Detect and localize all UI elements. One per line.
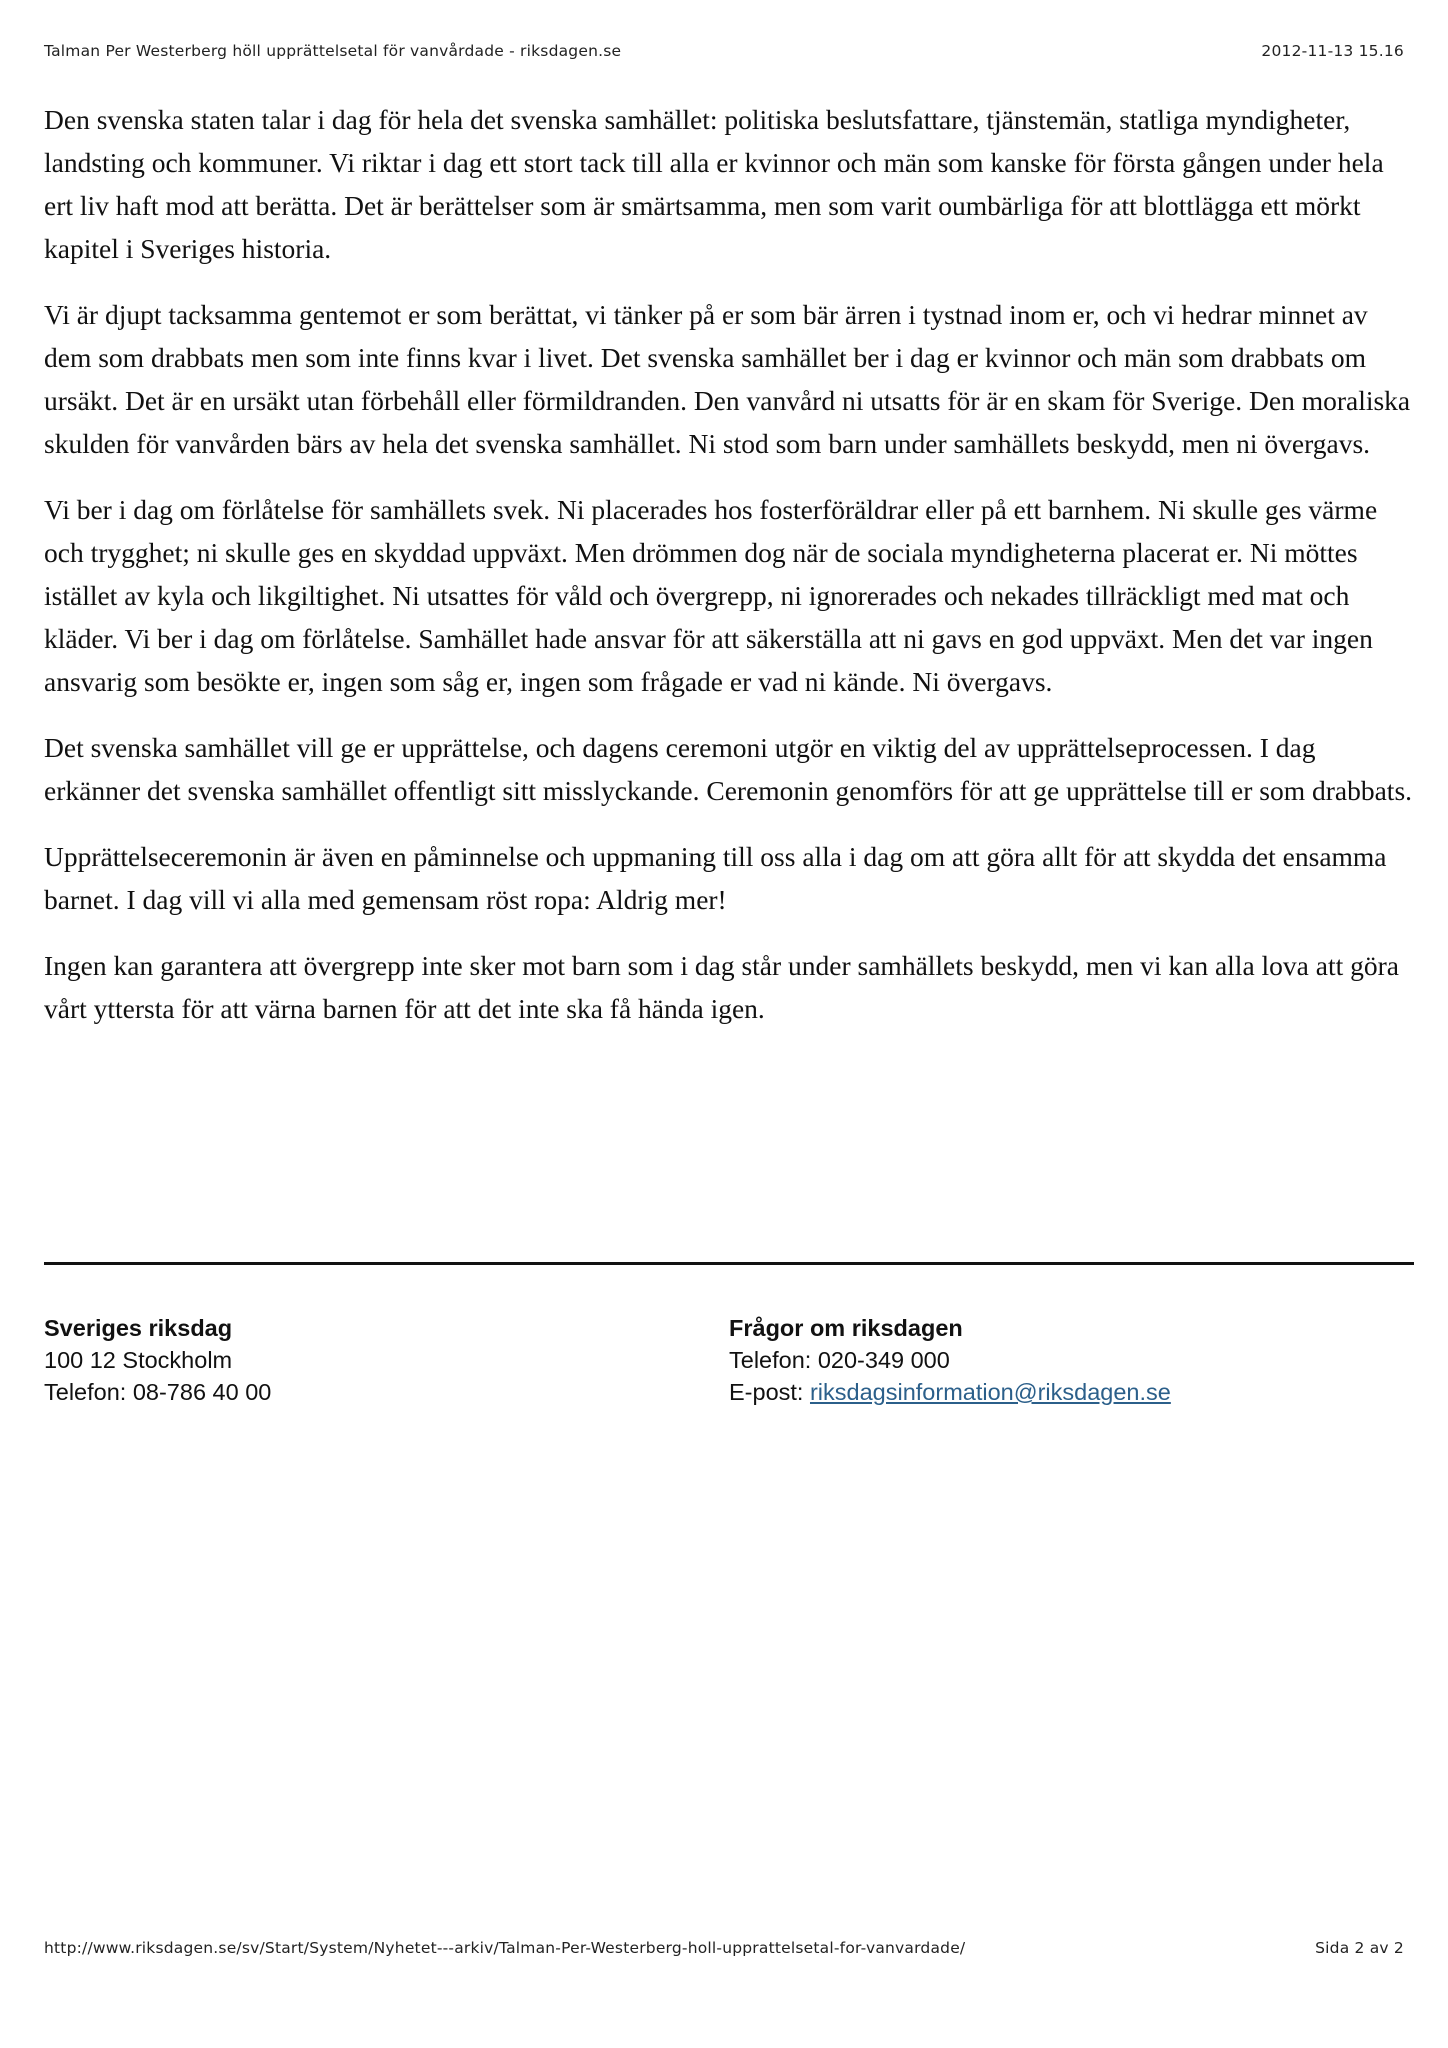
article-paragraph: Vi ber i dag om förlåtelse för samhällets svek. Ni placerades hos fosterföräldrar eller på ett barnhem. Ni skulle ges värme och trygghet; ni skulle ges en skyddad uppväxt. Men drömmen dog när de sociala myndigheterna placerat er. Ni möttes istället av kyla och likgiltighet. Ni utsattes för våld och övergrepp, ni ignorerades och nekades tillräckligt med mat och kläder. Vi ber i dag om förlåtelse. Samhället hade ansvar för att säkerställa att ni gavs en god uppväxt. Men det var ingen ansvarig som besökte er, ingen som såg er, ingen som frågade er vad ni kände. Ni övergavs. [44,494,1378,697]
contact-riksdag [44,1312,271,1408]
print-timestamp: 2012-11-13 15.16 [1261,42,1404,60]
article-body [44,98,1414,1053]
article-paragraph: Den svenska staten talar i dag för hela det svenska samhället: politiska beslutsfattare, tjänstemän, statliga myndigheter, landsting och kommuner. Vi riktar i dag ett stort tack till alla er kvinnor och män som kanske för första gången under hela ert liv haft mod att berätta. Det är berättelser som är smärtsamma, men som varit oumbärliga för att blottlägga ett mörkt kapitel i Sveriges historia. [44,104,1384,264]
contact-heading: Frågor om riksdagen [729,1315,963,1341]
print-header [44,42,1404,60]
page-number: Sida 2 av 2 [1315,1939,1404,1957]
contact-heading: Sveriges riksdag [44,1315,233,1341]
contact-phone: Telefon: 08-786 40 00 [44,1379,272,1405]
email-link[interactable]: riksdagsinformation@riksdagen.se [809,1379,1171,1405]
article-paragraph: Det svenska samhället vill ge er upprättelse, och dagens ceremoni utgör en viktig del av upprättelseprocessen. I dag erkänner det svenska samhället offentligt sitt misslyckande. Ceremonin genomförs för att ge upprättelse till er som drabbats. [44,732,1413,806]
contact-address: 100 12 Stockholm [44,1347,233,1373]
print-footer [44,1939,1404,1957]
contact-questions [729,1312,1171,1408]
page-url: http://www.riksdagen.se/sv/Start/System/Nyhetet---arkiv/Talman-Per-Westerberg-holl-upprattelsetal-for-vanvardade/ [44,1939,966,1957]
contact-email-row [729,1376,1171,1408]
article-paragraph: Ingen kan garantera att övergrepp inte sker mot barn som i dag står under samhällets beskydd, men vi kan alla lova att göra vårt yttersta för att värna barnen för att det inte ska få hända igen. [44,950,1399,1024]
email-label: E-post: [729,1379,810,1405]
footer-divider [44,1262,1414,1265]
contact-phone: Telefon: 020-349 000 [729,1347,950,1373]
page-title: Talman Per Westerberg höll upprättelsetal för vanvårdade - riksdagen.se [44,42,622,60]
article-paragraph: Vi är djupt tacksamma gentemot er som berättat, vi tänker på er som bär ärren i tystnad inom er, och vi hedrar minnet av dem som drabbats men som inte finns kvar i livet. Det svenska samhället ber i dag er kvinnor och män som drabbats om ursäkt. Det är en ursäkt utan förbehåll eller förmildranden. Den vanvård ni utsatts för är en skam för Sverige. Den moraliska skulden för vanvården bärs av hela det svenska samhället. Ni stod som barn under samhällets beskydd, men ni övergavs. [44,299,1411,459]
article-paragraph: Upprättelseceremonin är även en påminnelse och uppmaning till oss alla i dag om att göra allt för att skydda det ensamma barnet. I dag vill vi alla med gemensam röst ropa: Aldrig mer! [44,841,1387,915]
